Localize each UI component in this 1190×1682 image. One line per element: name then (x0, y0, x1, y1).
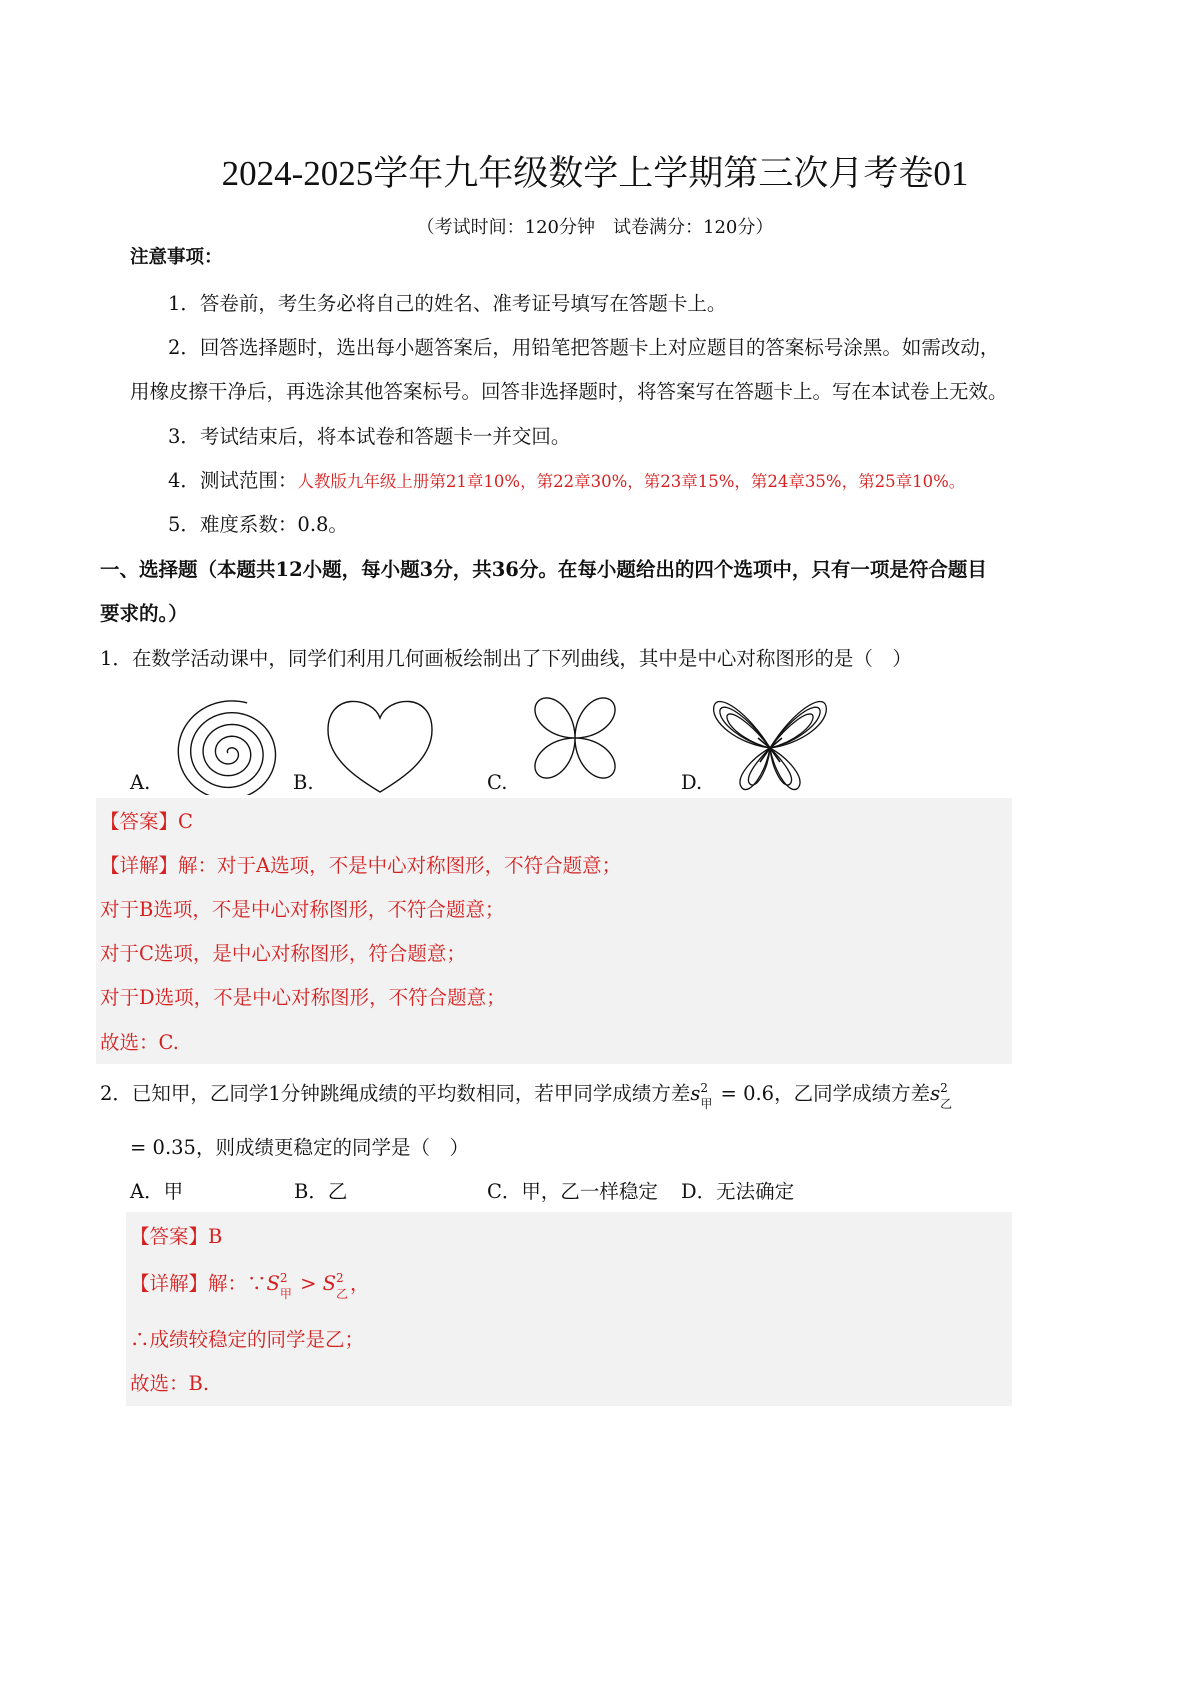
q2-option-b: B．乙 (294, 1180, 348, 1203)
notice-item-3: 3．考试结束后，将本试卷和答题卡一并交回。 (168, 425, 571, 448)
q2-answer: 【答案】B (130, 1225, 223, 1248)
S-variable: S (322, 1272, 336, 1295)
superscript-2: 2 (940, 1081, 948, 1095)
q1-detail-tag: 【详解】 (100, 854, 179, 877)
q2-detail-tag: 【详解】 (130, 1272, 209, 1295)
butterfly-figure (708, 692, 832, 796)
greater-than: > (293, 1272, 323, 1295)
page-title: 2024-2025学年九年级数学上学期第三次月考卷01 (221, 154, 969, 193)
superscript-2: 2 (336, 1271, 344, 1285)
q1-detail-line4: 对于D选项，不是中心对称图形，不符合题意； (100, 986, 506, 1009)
q2-detail-prefix: 解：∵ (208, 1272, 267, 1295)
q2-detail-line2: ∴成绩较稳定的同学是乙； (130, 1328, 365, 1351)
q1-detail-text: 解：对于A选项，不是中心对称图形，不符合题意； (178, 854, 622, 877)
exam-subtitle: （考试时间：120分钟 试卷满分：120分） (416, 217, 774, 238)
q2-detail-line1 (130, 1270, 370, 1301)
q2-eq1: = 0.6，乙同学成绩方差 (714, 1082, 931, 1105)
four-petal-figure (515, 680, 635, 800)
q1-conclusion: 故选：C. (100, 1031, 179, 1054)
q1-detail-line2: 对于B选项，不是中心对称图形，不符合题意； (100, 898, 505, 921)
notice-item-2-line1: 2．回答选择题时，选出每小题答案后，用铅笔把答题卡上对应题目的答案标号涂黑。如需改动， (168, 336, 1000, 359)
comma: ， (350, 1272, 370, 1295)
notice-item-4 (168, 467, 965, 496)
section-heading-line2: 要求的。） (100, 602, 188, 625)
S-variable: S (266, 1272, 280, 1295)
q2-option-a: A．甲 (130, 1180, 184, 1203)
subscript-yi: 乙 (940, 1097, 953, 1111)
q1-option-b-label: B. (293, 771, 314, 794)
q2-stem-text: 2．已知甲，乙同学1分钟跳绳成绩的平均数相同，若甲同学成绩方差 (100, 1082, 691, 1105)
test-range-text: 人教版九年级上册第21章10%，第22章30%，第23章15%，第24章35%，第25章10%。 (297, 472, 966, 491)
heart-figure (320, 688, 440, 798)
variance-script-yi-2 (336, 1271, 350, 1301)
subscript-jia: 甲 (279, 1287, 292, 1301)
notice-item-4-label: 4．测试范围： (168, 469, 298, 492)
variance-script-yi (940, 1081, 954, 1111)
notice-item-5: 5．难度系数：0.8。 (168, 513, 348, 536)
q2-option-d: D．无法确定 (681, 1180, 795, 1203)
variance-script-jia-2 (279, 1271, 294, 1301)
q1-detail-line1 (100, 852, 621, 880)
spiral-figure (150, 685, 280, 795)
s-variable: s (930, 1082, 941, 1105)
q1-option-d-label: D. (681, 771, 703, 794)
q1-option-a-label: A. (130, 771, 151, 794)
section-heading-line1: 一、选择题（本题共12小题，每小题3分，共36分。在每小题给出的四个选项中，只有一项是符合题目 (100, 558, 987, 581)
notice-item-1: 1．答卷前，考生务必将自己的姓名、准考证号填写在答题卡上。 (168, 292, 727, 315)
q2-stem-line2: = 0.35，则成绩更稳定的同学是（ ） (130, 1136, 469, 1159)
notice-heading: 注意事项： (130, 247, 223, 268)
subscript-yi: 乙 (336, 1287, 349, 1301)
q1-detail-line3: 对于C选项，是中心对称图形，符合题意； (100, 942, 466, 965)
q1-option-c-label: C. (487, 771, 508, 794)
s-variable: s (690, 1082, 701, 1105)
variance-script-jia (700, 1081, 714, 1111)
notice-item-2-line2: 用橡皮擦干净后，再选涂其他答案标号。回答非选择题时，将答案写在答题卡上。写在本试卷上无效。 (130, 380, 1008, 403)
superscript-2: 2 (279, 1271, 288, 1285)
q1-answer-box (96, 798, 1012, 1064)
q1-stem: 1．在数学活动课中，同学们利用几何画板绘制出了下列曲线，其中是中心对称图形的是（ ） (100, 647, 912, 670)
q2-option-c: C．甲，乙一样稳定 (487, 1180, 658, 1203)
q1-answer: 【答案】C (100, 810, 193, 833)
q2-conclusion: 故选：B. (130, 1372, 210, 1395)
superscript-2: 2 (700, 1081, 708, 1095)
q2-stem-line1 (100, 1080, 954, 1111)
q2-answer-box (126, 1212, 1012, 1406)
subscript-jia: 甲 (700, 1097, 713, 1111)
